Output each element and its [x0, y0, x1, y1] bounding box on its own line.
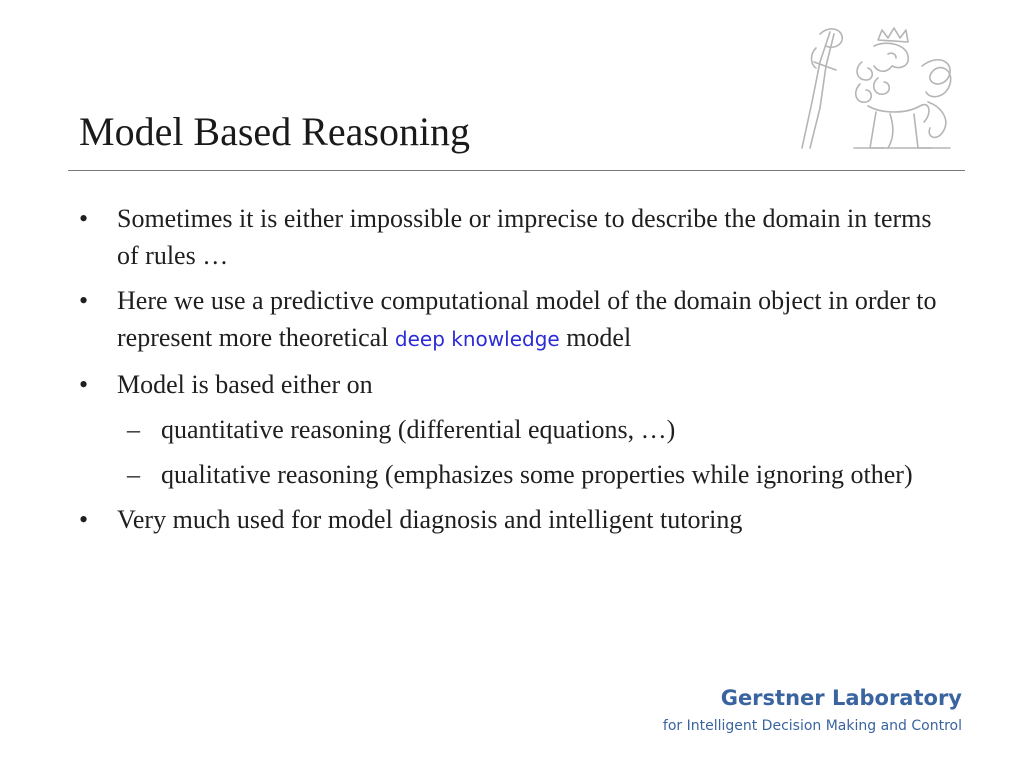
footer-lab-name: Gerstner Laboratory [720, 686, 962, 710]
bullet-text: Here we use a predictive computational model of the domain object in order to represent more theoretical [117, 286, 937, 352]
bullet-marker: • [79, 505, 89, 534]
highlighted-keyword: deep knowledge [394, 327, 560, 351]
heraldic-lion-logo-icon [790, 22, 960, 154]
dash-marker: – [127, 460, 140, 489]
bullet-marker: • [79, 370, 89, 399]
bullet-item [79, 501, 959, 538]
slide-title: Model Based Reasoning [79, 109, 471, 154]
bullet-item [79, 200, 959, 274]
bullet-text: Model is based either on [117, 370, 373, 399]
bullet-marker: • [79, 286, 89, 315]
bullet-text: model [559, 323, 632, 352]
sub-bullet-item [123, 411, 959, 448]
sub-bullet-text: quantitative reasoning (differential equations, …) [161, 415, 676, 444]
bullet-list [79, 200, 959, 546]
sub-bullet-text: qualitative reasoning (emphasizes some properties while ignoring other) [161, 460, 913, 489]
bullet-item [79, 366, 959, 403]
footer-subtitle: for Intelligent Decision Making and Control [662, 718, 962, 734]
bullet-text: Very much used for model diagnosis and intelligent tutoring [117, 505, 743, 534]
bullet-marker: • [79, 204, 89, 233]
sub-bullet-item [123, 456, 959, 493]
dash-marker: – [127, 415, 140, 444]
bullet-item [79, 282, 959, 358]
bullet-text: Sometimes it is either impossible or imprecise to describe the domain in terms of rules … [117, 204, 932, 270]
title-divider [68, 170, 965, 171]
